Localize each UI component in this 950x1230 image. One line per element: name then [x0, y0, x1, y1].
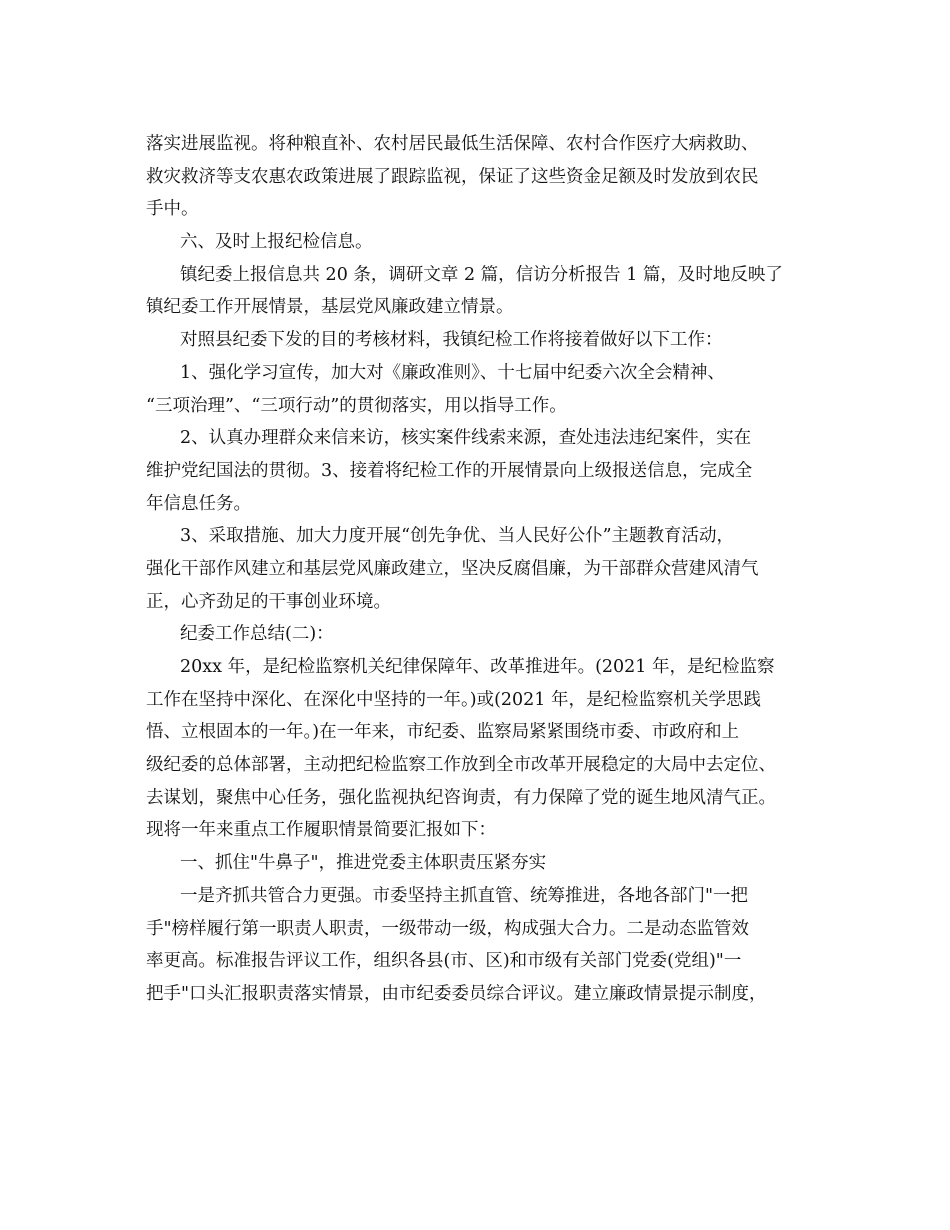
paragraph-p1 — [146, 128, 806, 226]
text-line: 悟、立根固本的一年。)在一年来，市纪委、监察局紧紧围绕市委、市政府和上 — [146, 722, 740, 743]
section-title-summary-2 — [146, 618, 806, 651]
text-line: 对照县纪委下发的目的考核材料，我镇纪检工作将接着做好以下工作： — [180, 330, 723, 351]
text-line: 3、采取措施、加大力度开展“创先争优、当人民好公仆”主题教育活动， — [180, 526, 735, 547]
text-line: 救灾救济等支农惠农政策进展了跟踪监视，保证了这些资金足额及时发放到农民 — [146, 166, 759, 187]
text-line: 2、认真办理群众来信来访，核实案件线索来源，查处违法违纪案件，实在 — [180, 428, 752, 449]
paragraph-p5 — [146, 357, 806, 422]
paragraph-p9 — [146, 651, 806, 847]
text-line: 维护党纪国法的贯彻。3、接着将纪检工作的开展情景向上级报送信息，完成全 — [146, 460, 753, 481]
text-line: 正，心齐劲足的干事创业环境。 — [146, 591, 391, 612]
text-line: 落实进展监视。将种粮直补、农村居民最低生活保障、农村合作医疗大病救助、 — [146, 134, 759, 154]
text-line: 20xx 年，是纪检监察机关纪律保障年、改革推进年。(2021 年，是纪检监察 — [180, 657, 775, 677]
paragraph-p4 — [146, 324, 806, 357]
text-line: 纪委工作总结(二)： — [180, 624, 334, 645]
text-line: 手中。 — [146, 199, 199, 220]
text-line: 强化干部作风建立和基层党风廉政建立，坚决反腐倡廉，为干部群众营建风清气 — [146, 558, 759, 579]
text-line: 一、抓住"牛鼻子"，推进党委主体职责压紧夯实 — [180, 853, 547, 874]
text-line: 现将一年来重点工作履职情景简要汇报如下： — [146, 820, 496, 841]
paragraph-p11 — [146, 880, 806, 1011]
paragraph-p6 — [146, 422, 806, 520]
text-line: 一是齐抓共管合力更强。市委坚持主抓直管、统筹推进，各地各部门"一把 — [180, 885, 749, 906]
text-line: 镇纪委工作开展情景，基层党风廉政建立情景。 — [146, 297, 514, 318]
text-line: “三项治理”、“三项行动”的贯彻落实，用以指导工作。 — [146, 395, 567, 416]
paragraph-p7 — [146, 520, 806, 618]
text-line: 镇纪委上报信息共 20 条，调研文章 2 篇，信访分析报告 1 篇，及时地反映了 — [180, 264, 783, 285]
text-line: 把手"口头汇报职责落实情景，由市纪委委员综合评议。建立廉政情景提示制度， — [146, 983, 767, 1004]
paragraph-p3 — [146, 259, 806, 324]
text-line: 手"榜样履行第一职责人职责，一级带动一级，构成强大合力。二是动态监管效 — [146, 918, 750, 939]
text-line: 1、强化学习宣传，加大对《廉政准则》、十七届中纪委六次全会精神、 — [180, 362, 725, 383]
text-line: 级纪委的总体部署，主动把纪检监察工作放到全市改革开展稳定的大局中去定位、 — [146, 755, 776, 776]
text-line: 年信息任务。 — [146, 493, 251, 514]
section-heading-6 — [146, 226, 806, 259]
document-body — [146, 128, 806, 1011]
text-line: 工作在坚持中深化、在深化中坚持的一年。)或(2021 年，是纪检监察机关学思践 — [146, 689, 762, 710]
text-line: 六、及时上报纪检信息。 — [180, 232, 373, 253]
text-line: 率更高。标准报告评议工作，组织各县(市、区)和市级有关部门党委(党组)"一 — [146, 951, 742, 972]
text-line: 去谋划，聚焦中心任务，强化监视执纪咨询责，有力保障了党的诞生地风清气正。 — [146, 787, 776, 808]
section-heading-1 — [146, 847, 806, 880]
